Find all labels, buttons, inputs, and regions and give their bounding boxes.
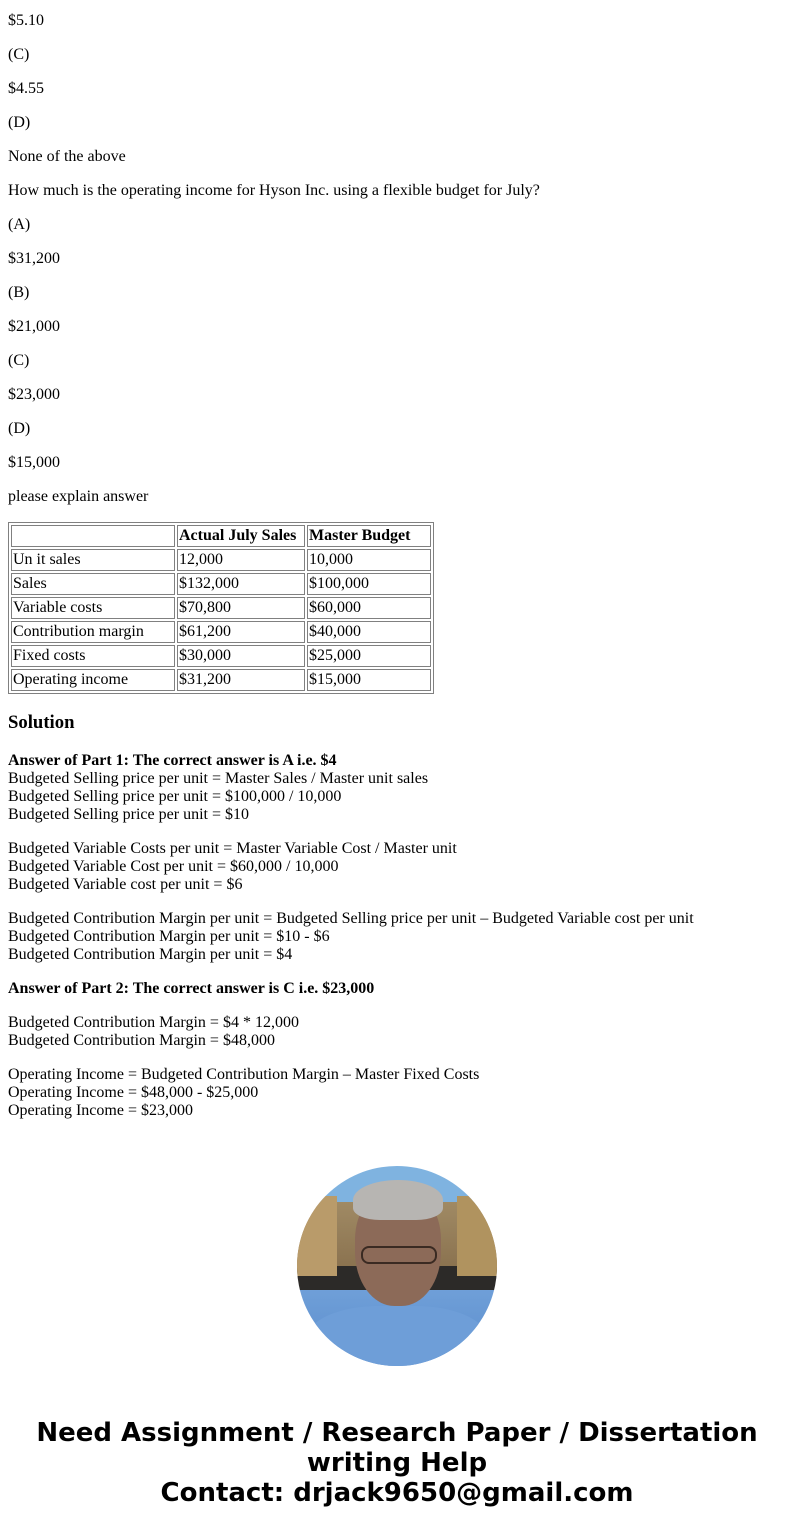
q2-option-a-value: $31,200: [8, 250, 60, 267]
operating-income-block: [8, 1066, 786, 1120]
avatar-hair: [353, 1180, 443, 1220]
solution-line: Budgeted Contribution Margin = $48,000: [8, 1032, 275, 1049]
page-content: [0, 12, 794, 1120]
table-row: [11, 669, 431, 691]
budget-table: [8, 522, 434, 694]
row-label: Variable costs: [11, 597, 175, 619]
row-actual: $70,800: [177, 597, 305, 619]
row-actual: $61,200: [177, 621, 305, 643]
solution-line: Budgeted Selling price per unit = $100,000 / 10,000: [8, 788, 342, 805]
q2-option-a-letter: (A): [8, 216, 31, 233]
author-photo-section: [0, 1166, 794, 1366]
q2-option-d-letter: (D): [8, 420, 31, 437]
solution-line: Budgeted Variable cost per unit = $6: [8, 876, 243, 893]
row-actual: $30,000: [177, 645, 305, 667]
row-master: $40,000: [307, 621, 431, 643]
q2-option-b-letter: (B): [8, 284, 30, 301]
solution-line: Budgeted Selling price per unit = $10: [8, 806, 249, 823]
solution-line: Operating Income = Budgeted Contribution Margin – Master Fixed Costs: [8, 1066, 480, 1083]
table-header-empty: [11, 525, 175, 547]
row-actual: $132,000: [177, 573, 305, 595]
option-d-letter: (D): [8, 114, 31, 131]
row-label: Un it sales: [11, 549, 175, 571]
row-master: $100,000: [307, 573, 431, 595]
part1-answer: Answer of Part 1: The correct answer is A i.e. $4: [8, 752, 337, 769]
row-label: Fixed costs: [11, 645, 175, 667]
part2-answer: Answer of Part 2: The correct answer is C i.e. $23,000: [8, 980, 375, 997]
solution-heading: Solution: [8, 712, 75, 733]
contribution-total-block: [8, 1014, 786, 1050]
part1-block: [8, 752, 786, 824]
promo-contact: Contact: drjack9650@gmail.com: [160, 1478, 634, 1508]
contribution-unit-block: [8, 910, 786, 964]
question-prompt: How much is the operating income for Hyson Inc. using a flexible budget for July?: [8, 182, 540, 199]
row-label: Sales: [11, 573, 175, 595]
q2-option-c-letter: (C): [8, 352, 30, 369]
option-c-letter: (C): [8, 46, 30, 63]
row-master: $25,000: [307, 645, 431, 667]
solution-line: Budgeted Selling price per unit = Master Sales / Master unit sales: [8, 770, 429, 787]
row-actual: $31,200: [177, 669, 305, 691]
q2-option-b-value: $21,000: [8, 318, 60, 335]
row-master: 10,000: [307, 549, 431, 571]
q2-option-c-value: $23,000: [8, 386, 60, 403]
solution-line: Budgeted Contribution Margin per unit = $10 - $6: [8, 928, 330, 945]
solution-line: Budgeted Contribution Margin = $4 * 12,000: [8, 1014, 299, 1031]
q2-option-d-value: $15,000: [8, 454, 60, 471]
avatar-shirt: [307, 1306, 487, 1366]
promo-banner: [0, 1418, 794, 1508]
table-row: [11, 549, 431, 571]
table-row: [11, 621, 431, 643]
promo-line-2: writing Help: [306, 1448, 488, 1478]
solution-line: Operating Income = $23,000: [8, 1102, 193, 1119]
part2-answer-block: [8, 980, 786, 998]
row-label: Operating income: [11, 669, 175, 691]
row-master: $15,000: [307, 669, 431, 691]
solution-line: Budgeted Variable Cost per unit = $60,000 / 10,000: [8, 858, 339, 875]
background-panel-right: [457, 1196, 497, 1276]
table-row: [11, 645, 431, 667]
table-header-actual: Actual July Sales: [177, 525, 305, 547]
table-header-master: Master Budget: [307, 525, 431, 547]
row-actual: 12,000: [177, 549, 305, 571]
author-avatar: [297, 1166, 497, 1366]
solution-line: Budgeted Variable Costs per unit = Master Variable Cost / Master unit: [8, 840, 457, 857]
avatar-glasses: [361, 1246, 437, 1264]
option-c-value: $4.55: [8, 80, 44, 97]
option-d-value: None of the above: [8, 148, 126, 165]
row-master: $60,000: [307, 597, 431, 619]
table-row: [11, 573, 431, 595]
explain-request: please explain answer: [8, 488, 149, 505]
row-label: Contribution margin: [11, 621, 175, 643]
background-panel-left: [297, 1196, 337, 1276]
table-row: [11, 597, 431, 619]
variable-cost-block: [8, 840, 786, 894]
promo-line-1: Need Assignment / Research Paper / Dissertation: [36, 1418, 758, 1448]
solution-line: Budgeted Contribution Margin per unit = $4: [8, 946, 293, 963]
option-b-value: $5.10: [8, 12, 44, 29]
solution-line: Budgeted Contribution Margin per unit = Budgeted Selling price per unit – Budgeted Variable cost per unit: [8, 910, 694, 927]
table-header-row: [11, 525, 431, 547]
solution-line: Operating Income = $48,000 - $25,000: [8, 1084, 259, 1101]
